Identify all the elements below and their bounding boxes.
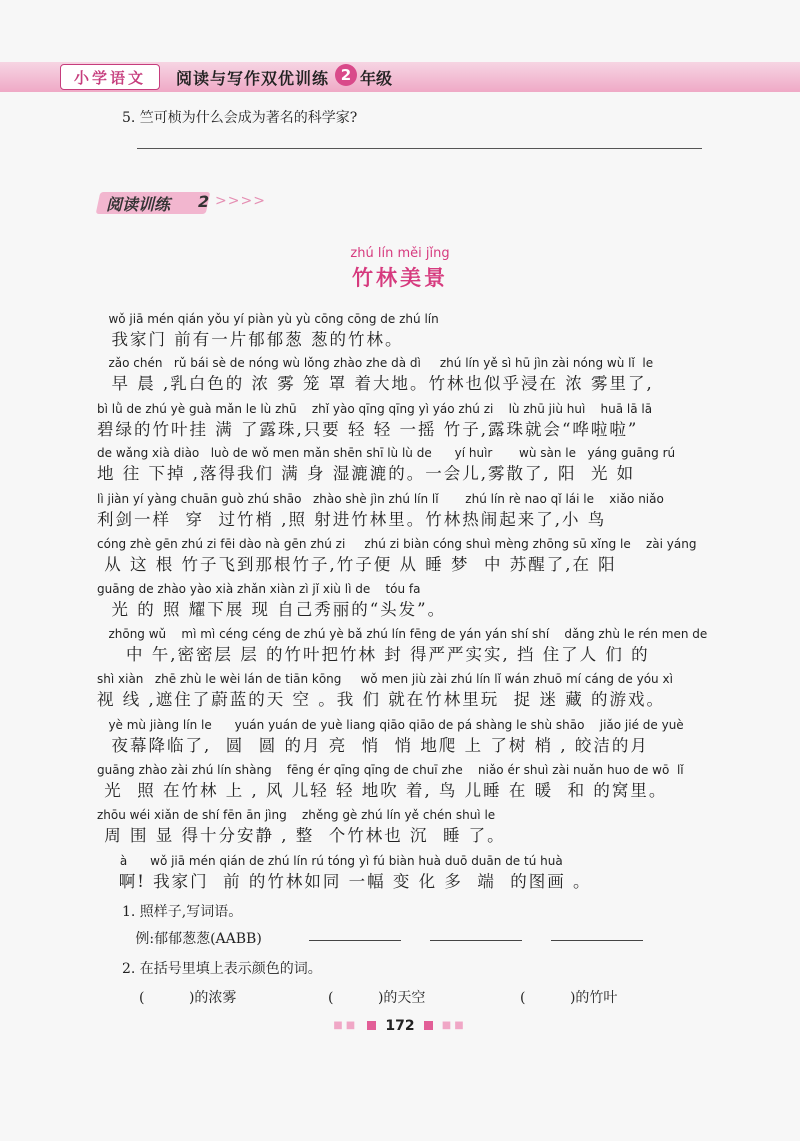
passage-pinyin-line: yè mù jiàng lín le yuán yuán de yuè liang qiāo qiāo de pá shàng le shù shāo jiǎo jié de yuè — [97, 718, 684, 732]
answer-blank[interactable] — [309, 940, 401, 941]
passage-pinyin-line: zhōu wéi xiǎn de shí fēn ān jìng zhěng gè zhú lín yě chén shuì le — [97, 808, 496, 822]
passage-text-line: 地 往 下掉 ,落得我们 满 身 湿漉漉的。一会儿,雾散了, 阳 光 如 — [97, 464, 636, 483]
question-1: 1. 照样子,写词语。 — [122, 904, 243, 920]
decorative-dots-icon: ■■ — [441, 1020, 467, 1031]
book-title: 阅读与写作双优训练 — [176, 69, 330, 88]
grade-number-badge: 2 — [335, 64, 357, 86]
passage-pinyin-line: à wǒ jiā mén qián de zhú lín rú tóng yì fú biàn huà duō duān de tú huà — [97, 854, 563, 868]
answer-blank[interactable] — [551, 940, 643, 941]
pink-square-icon — [367, 1021, 376, 1030]
passage-text-line: 利剑一样 穿 过竹梢 ,照 射进竹林里。竹林热闹起来了,小 鸟 — [97, 510, 607, 529]
answer-line-q5[interactable] — [137, 148, 702, 149]
passage-text-line: 光 的 照 耀下展 现 自己秀丽的“头发”。 — [97, 600, 447, 619]
passage-text-line: 中 午,密密层 层 的竹叶把竹林 封 得严严实实, 挡 住了人 们 的 — [97, 645, 650, 664]
passage-pinyin-line: zǎo chén rǔ bái sè de nóng wù lǒng zhào zhe dà dì zhú lín yě sì hū jìn zài nóng wù lǐ le — [97, 356, 654, 370]
page-header — [0, 62, 800, 92]
passage-pinyin-line: guāng de zhào yào xià zhǎn xiàn zì jǐ xiù lì de tóu fa — [97, 582, 421, 596]
passage-pinyin-line: guāng zhào zài zhú lín shàng fēng ér qīng qīng de chuī zhe niǎo ér shuì zài nuǎn huo de wō lǐ — [97, 763, 684, 777]
passage-pinyin-line: wǒ jiā mén qián yǒu yí piàn yù yù cōng cōng de zhú lín — [97, 312, 439, 326]
grade-label: 年级 — [360, 69, 393, 88]
title-pinyin: zhú lín měi jǐng — [350, 246, 450, 261]
passage-pinyin-line: shì xiàn zhē zhù le wèi lán de tiān kōng wǒ men jiù zài zhú lín lǐ wán zhuō mí cáng de yóu xì — [97, 672, 673, 686]
answer-blank[interactable] — [430, 940, 522, 941]
color-blank-1[interactable]: ( )的浓雾 — [139, 990, 237, 1006]
passage-pinyin-line: lì jiàn yí yàng chuān guò zhú shāo zhào shè jìn zhú lín lǐ zhú lín rè nao qǐ lái le xiǎo niǎo — [97, 492, 664, 506]
passage-text-line: 我家门 前有一片郁郁葱 葱的竹林。 — [97, 330, 404, 349]
passage-text-line: 早 晨 ,乳白色的 浓 雾 笼 罩 着大地。竹林也似乎浸在 浓 雾里了, — [97, 374, 654, 393]
passage-text-line: 光 照 在竹林 上 , 风 儿轻 轻 地吹 着, 鸟 儿睡 在 暖 和 的窝里。 — [97, 781, 668, 800]
passage-pinyin-line: bì lǜ de zhú yè guà mǎn le lù zhū zhǐ yào qīng qīng yì yáo zhú zi lù zhū jiù huì huā lā lā — [97, 402, 653, 416]
passage-pinyin-line: cóng zhè gēn zhú zi fēi dào nà gēn zhú zi zhú zi biàn cóng shuì mèng zhōng sū xǐng le zài yáng — [97, 537, 697, 551]
question-2: 2. 在括号里填上表示颜色的词。 — [122, 961, 322, 977]
question-5: 5. 竺可桢为什么会成为著名的科学家? — [122, 110, 358, 126]
page-number-footer — [0, 1015, 800, 1034]
section-number: 2 — [198, 192, 210, 211]
section-title: 阅读训练 — [106, 195, 171, 214]
passage-text-line: 从 这 根 竹子飞到那根竹子,竹子便 从 睡 梦 中 苏醒了,在 阳 — [97, 555, 617, 574]
passage-pinyin-line: de wǎng xià diào luò de wǒ men mǎn shēn shī lù lù de yí huìr wù sàn le yáng guāng rú — [97, 446, 676, 460]
pink-square-icon — [424, 1021, 433, 1030]
question-1-example: 例:郁郁葱葱(AABB) — [122, 931, 262, 947]
section-label — [98, 192, 266, 214]
decorative-dots-icon: ■■ — [333, 1020, 359, 1031]
passage-text-line: 碧绿的竹叶挂 满 了露珠,只要 轻 轻 一摇 竹子,露珠就会“哗啦啦” — [97, 420, 639, 439]
passage-text-line: 周 围 显 得十分安静 , 整 个竹林也 沉 睡 了。 — [97, 826, 506, 845]
chevron-arrows-icon: >>>> — [215, 193, 266, 209]
passage-text-line: 啊! 我家门 前 的竹林如同 一幅 变 化 多 端 的图画 。 — [97, 872, 592, 891]
passage-text-line: 视 线 ,遮住了蔚蓝的天 空 。我 们 就在竹林里玩 捉 迷 藏 的游戏。 — [97, 690, 665, 709]
subject-badge: 小学语文 — [60, 64, 160, 90]
page-number: 172 — [385, 1017, 415, 1034]
color-blank-2[interactable]: ( )的天空 — [328, 990, 426, 1006]
passage-text-line: 夜幕降临了, 圆 圆 的月 亮 悄 悄 地爬 上 了树 梢 , 皎洁的月 — [97, 736, 649, 755]
passage-title: 竹林美景 — [352, 266, 448, 290]
passage-pinyin-line: zhōng wǔ mì mì céng céng de zhú yè bǎ zhú lín fēng de yán yán shí shí dǎng zhù le rén men de — [97, 627, 708, 641]
color-blank-3[interactable]: ( )的竹叶 — [520, 990, 618, 1006]
